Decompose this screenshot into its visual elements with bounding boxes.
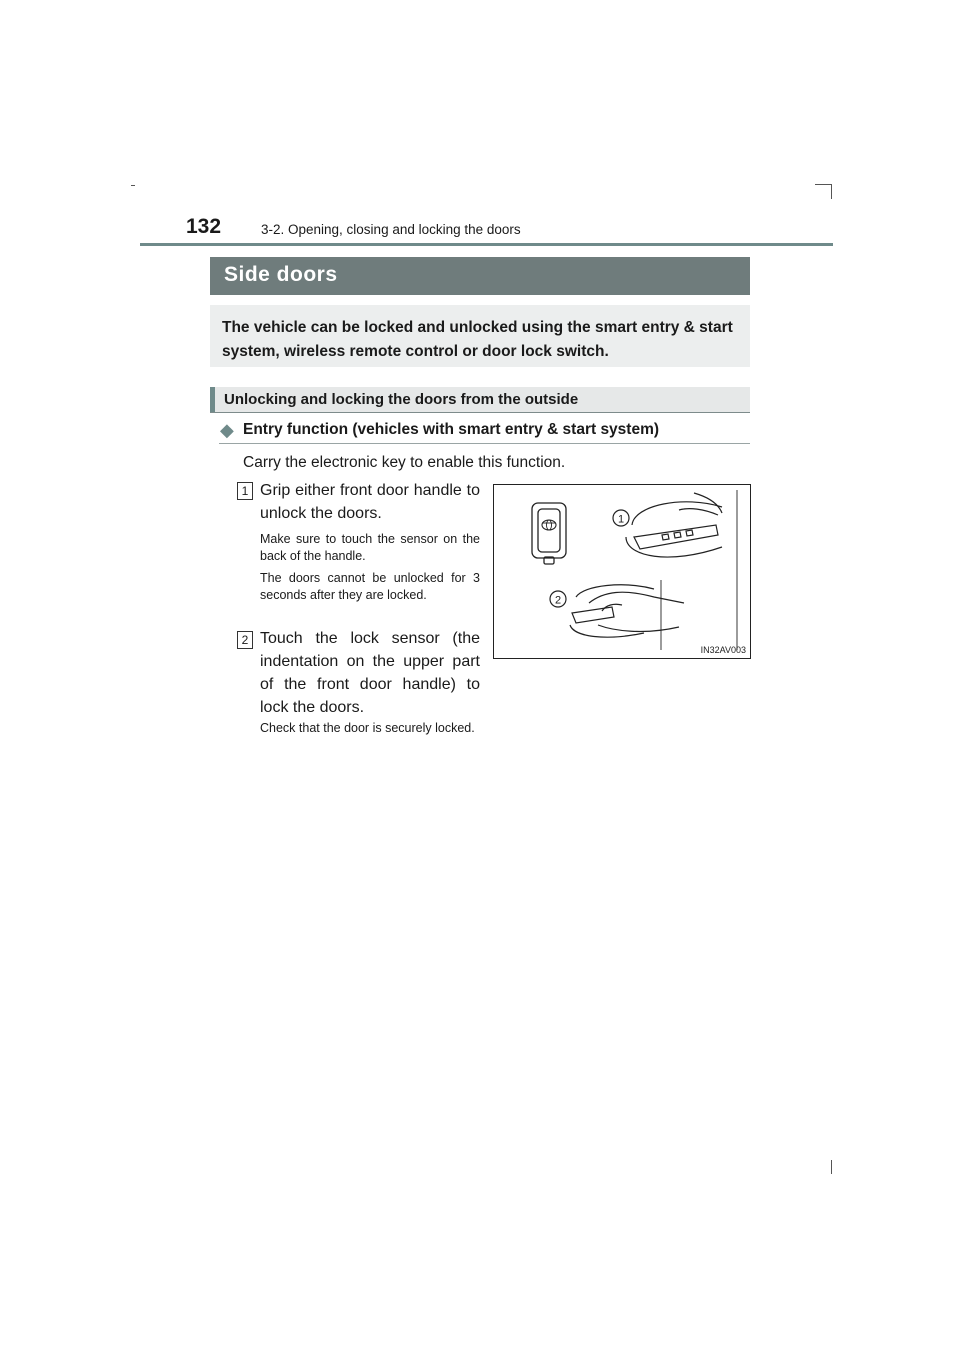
footer-rule [831, 1160, 832, 1174]
header-rule [140, 243, 833, 246]
entry-rule [219, 443, 750, 444]
entry-heading: Entry function (vehicles with smart entry & start system) [243, 421, 660, 438]
step-1-note-2: The doors cannot be unlocked for 3 seconds after they are locked. [260, 571, 480, 602]
page-title: Side doors [224, 263, 338, 286]
callout-1-label: 1 [617, 513, 625, 526]
door-handle-illustration [493, 484, 751, 659]
step-2-text: Touch the lock sensor (the indentation on the upper part of the front door handle) to lock the doors. [260, 630, 480, 716]
intro-box [210, 305, 750, 367]
crop-mark-top-right-h [815, 184, 832, 185]
step-2-badge: 2 [237, 631, 253, 649]
step-1-badge: 1 [237, 482, 253, 500]
intro-text: The vehicle can be locked and unlocked using the smart entry & start system, wireless remote control or door lock switch. [222, 319, 733, 360]
subsection-accent [210, 387, 215, 412]
lower-door-handle [570, 580, 684, 650]
door-handle-drawing [494, 485, 750, 658]
upper-door-handle [626, 490, 737, 650]
callout-1-icon [613, 510, 629, 526]
callout-2-label: 2 [554, 594, 562, 607]
subsection-header [210, 387, 750, 413]
page-number: 132 [186, 215, 222, 238]
crop-mark-top-left [131, 185, 135, 186]
carry-text: Carry the electronic key to enable this function. [243, 454, 566, 471]
crop-mark-top-right-v [831, 184, 832, 199]
step-1-text: Grip either front door handle to unlock the doors. [260, 482, 480, 522]
title-bar [210, 257, 750, 295]
illustration-code: IN32AV003 [700, 645, 746, 655]
step-2-note-1: Check that the door is securely locked. [260, 721, 475, 735]
diamond-icon: ◆ [220, 420, 234, 440]
smart-key-icon [532, 503, 566, 564]
step-1-note-1: Make sure to touch the sensor on the back of the handle. [260, 532, 480, 563]
section-path: 3-2. Opening, closing and locking the doors [261, 222, 521, 237]
subsection-title: Unlocking and locking the doors from the outside [224, 391, 579, 408]
callout-2-icon [550, 591, 566, 607]
